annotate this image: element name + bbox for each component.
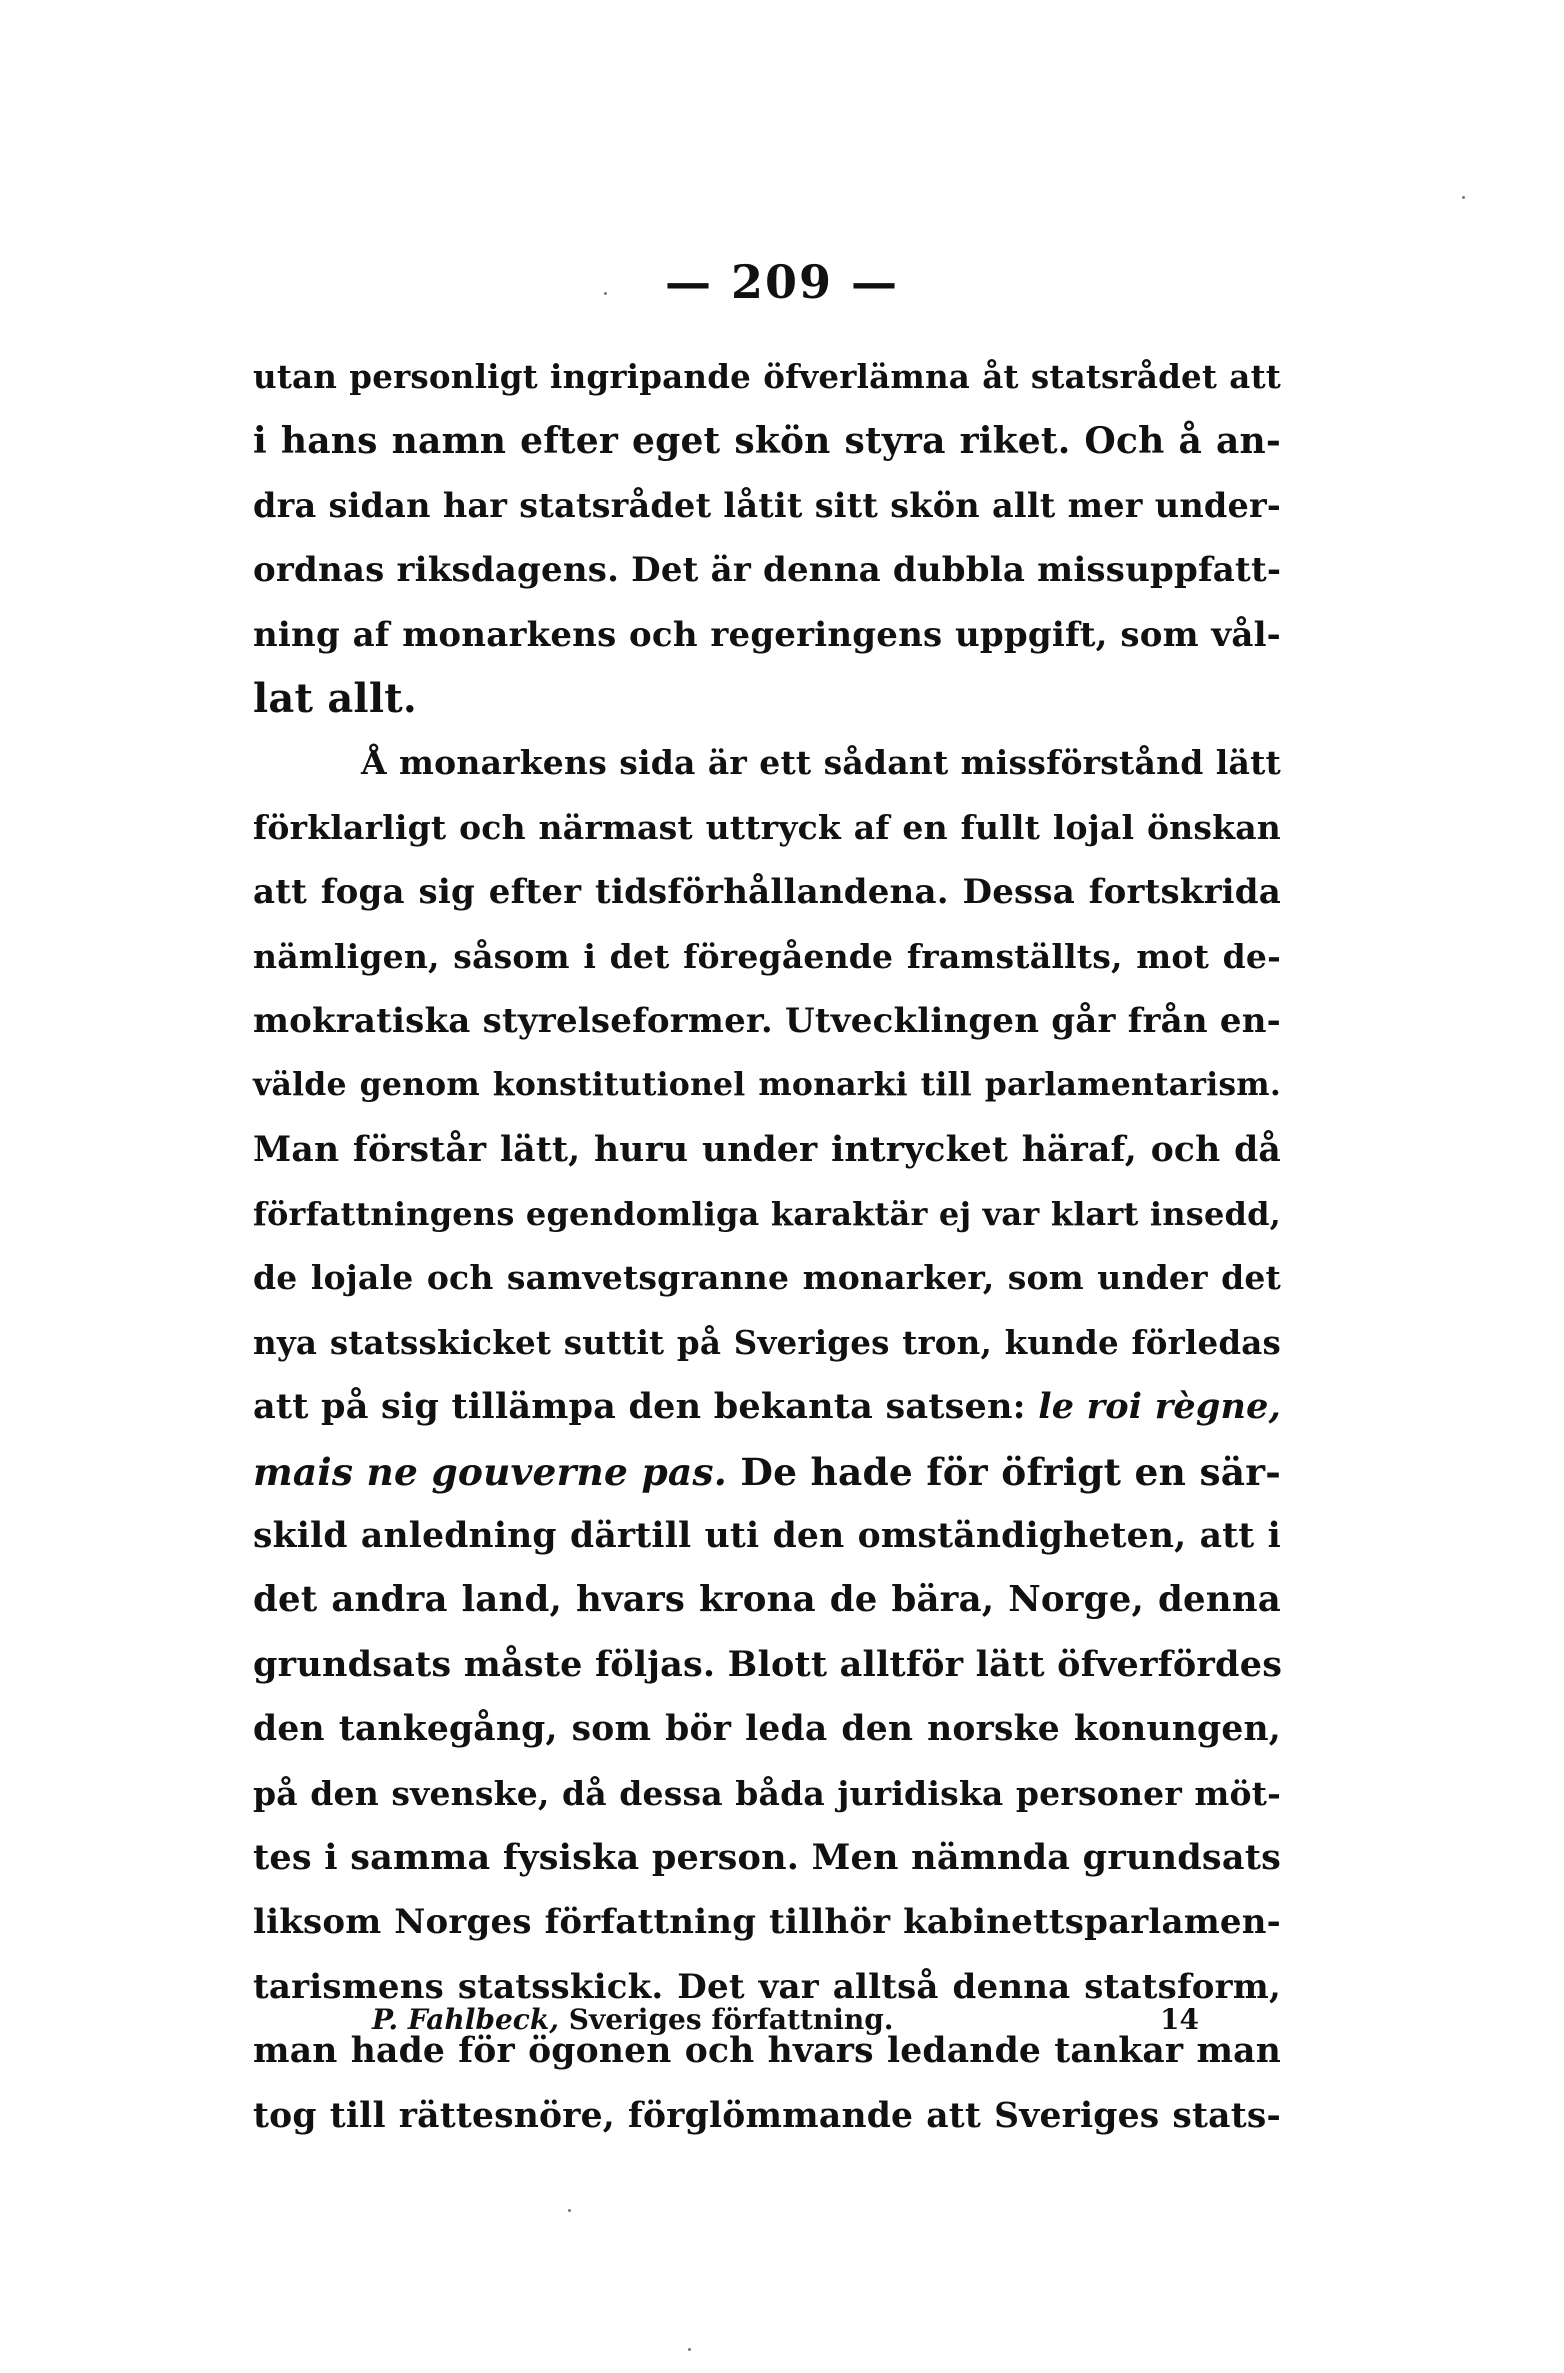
text-line: lat allt. [253, 674, 418, 722]
text-line: nämligen, såsom i det föregående framställts, mot de- [253, 936, 1281, 976]
text-line: man hade för ögonen och hvars ledande tankar man [253, 2031, 1281, 2072]
text-line: tarismens statsskick. Det var alltså denna statsform, [253, 1966, 1281, 2007]
text-line: att foga sig efter tidsförhållandena. Dessa fortskrida [253, 872, 1281, 913]
paper-speck [568, 2209, 571, 2212]
text-line: välde genom konstitutionel monarki till parlamentarism. [253, 1066, 1281, 1104]
paper-speck [604, 292, 607, 295]
text-run: att på sig tillämpa den bekanta satsen: [253, 1386, 1039, 1428]
text-line-with-italic [253, 1375, 1281, 1439]
text-line-with-italic-start [253, 1440, 1281, 1504]
text-line: förklarligt och närmast uttryck af en fullt lojal önskan [253, 807, 1281, 847]
text-line: de lojale och samvetsgranne monarker, som under det [253, 1258, 1281, 1298]
text-line: ning af monarkens och regeringens uppgift, som vål- [253, 614, 1281, 655]
text-line: författningens egendomliga karaktär ej var klart insedd, [253, 1195, 1281, 1234]
text-line: tes i samma fysiska person. Men nämnda grundsats [253, 1836, 1281, 1878]
text-line: liksom Norges författning tillhör kabinettsparlamen- [253, 1902, 1281, 1943]
text-line: ordnas riksdagens. Det är denna dubbla missuppfatt- [253, 550, 1282, 591]
footer-signature: 14 [1160, 2003, 1199, 2036]
footer-author: P. Fahlbeck, [372, 2003, 559, 2036]
body-text [253, 345, 1281, 2148]
text-line: den tankegång, som bör leda den norske konungen, [253, 1709, 1281, 1750]
paper-speck [1462, 196, 1465, 199]
italic-phrase: mais ne gouverne pas. [253, 1449, 727, 1494]
text-line: i hans namn efter eget skön styra riket. Och å an- [253, 420, 1281, 463]
text-run: De hade för öfrigt en sär- [726, 1449, 1281, 1494]
text-line: mokratiska styrelseformer. Utvecklingen går från en- [253, 1000, 1281, 1041]
paper-speck [688, 2348, 691, 2351]
text-line: grundsats måste följas. Blott alltför lätt öfverfördes [253, 1643, 1283, 1685]
text-line: tog till rättesnöre, förglömmande att Sveriges stats- [253, 2095, 1281, 2136]
text-line: på den svenske, då dessa båda juridiska personer möt- [253, 1773, 1281, 1813]
footer-title: Sveriges författning. [568, 2003, 894, 2036]
text-line: Man förstår lätt, huru under intrycket häraf, och då [253, 1129, 1281, 1170]
text-line: nya statsskicket suttit på Sveriges tron, kunde förledas [253, 1322, 1281, 1362]
italic-phrase: le roi règne, [1038, 1386, 1281, 1428]
text-line: det andra land, hvars krona de bära, Norge, denna [253, 1579, 1281, 1621]
footer-reference [372, 2003, 894, 2036]
text-line: dra sidan har statsrådet låtit sitt skön allt mer under- [253, 485, 1281, 525]
text-line: utan personligt ingripande öfverlämna åt statsrådet att [253, 357, 1281, 396]
page-number: — 209 — [664, 255, 900, 309]
text-line: Å monarkens sida är ett sådant missförstånd lätt [361, 743, 1281, 783]
text-line: skild anledning därtill uti den omständigheten, att i [253, 1516, 1281, 1557]
